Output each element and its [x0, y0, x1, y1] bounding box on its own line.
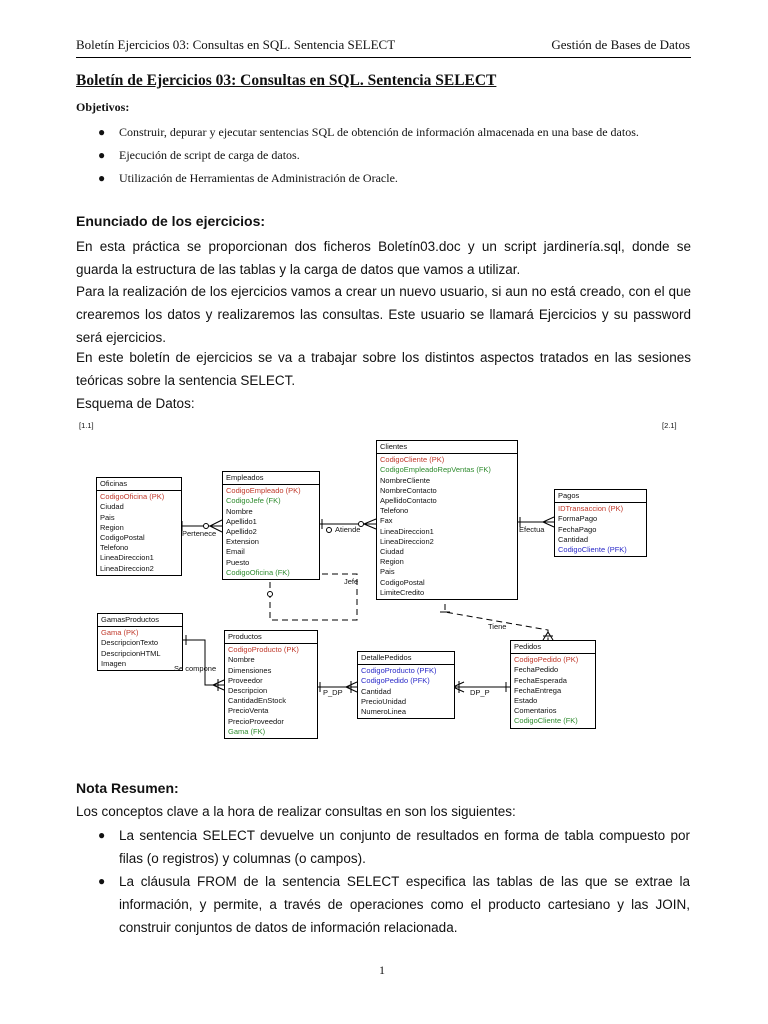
running-header-left: Boletín Ejercicios 03: Consultas en SQL. Sentencia SELECT: [76, 37, 396, 52]
schema-label: Esquema de Datos:: [76, 396, 195, 411]
summary-heading: Nota Resumen:: [76, 780, 179, 796]
entity-field: DescripcionHTML: [101, 648, 161, 658]
entity-field: Apellido2: [226, 527, 257, 537]
entity-field: Region: [380, 557, 404, 567]
entity-name: Productos: [225, 631, 317, 644]
entity-field: ApellidoContacto: [380, 496, 437, 506]
entity-field: Email: [226, 547, 245, 557]
entity-field: PrecioVenta: [228, 706, 269, 716]
entity-field: LineaDireccion2: [100, 563, 154, 573]
entity-field: FechaEntrega: [514, 685, 562, 695]
primary-foreign-key-field: CodigoCliente (PFK): [558, 545, 627, 555]
relation-label-efectua: Efectua: [519, 525, 545, 534]
entity-field: Ciudad: [380, 547, 404, 557]
document-title: Boletín de Ejercicios 03: Consultas en SQL. Sentencia SELECT: [76, 72, 497, 89]
entity-field: Dimensiones: [228, 665, 272, 675]
entity-field: NombreCliente: [380, 475, 431, 485]
entity-clientes: [376, 440, 518, 600]
entity-name: DetallePedidos: [358, 652, 454, 665]
entity-field: CantidadEnStock: [228, 696, 286, 706]
relation-label-jefe: Jefe: [344, 577, 359, 586]
entity-detalle-pedidos: [357, 651, 455, 719]
entity-field: Apellido1: [226, 516, 257, 526]
entity-field: Proveedor: [228, 675, 263, 685]
entity-field: FechaEsperada: [514, 675, 567, 685]
entity-field: FechaPago: [558, 524, 597, 534]
primary-foreign-key-field: CodigoPedido (PFK): [361, 676, 430, 686]
entity-field: NumeroLinea: [361, 707, 407, 717]
entity-field: Puesto: [226, 557, 250, 567]
relation-label-se-compone: Se compone: [174, 664, 217, 673]
primary-key-field: CodigoEmpleado (PK): [226, 486, 301, 496]
entity-field: LimiteCredito: [380, 587, 425, 597]
entity-field: FormaPago: [558, 514, 598, 524]
foreign-key-field: Gama (FK): [228, 726, 266, 736]
statement-paragraph-2: Para la realización de los ejercicios vamos a crear un nuevo usuario, si aun no está creado, con el que crearemos los datos y realizaremos las consultas. Este usuario se llamará Ejercicios y su password será ejercicios.: [76, 284, 691, 345]
objective-item: ● Construir, depurar y ejecutar sentencias SQL de obtención de información almacenada en una base de datos.: [98, 125, 639, 139]
relation-label-dp-p: DP_P: [470, 688, 490, 697]
entity-field: Comentarios: [514, 706, 557, 716]
relation-label-p-dp: P_DP: [323, 688, 343, 697]
primary-key-field: IDTransaccion (PK): [558, 504, 624, 514]
entity-field: Nombre: [228, 655, 255, 665]
entity-field: Pais: [100, 512, 115, 522]
entity-field: Cantidad: [361, 686, 392, 696]
primary-key-field: CodigoCliente (PK): [380, 455, 445, 465]
entity-field: Pais: [380, 567, 395, 577]
entity-field: NombreContacto: [380, 485, 437, 495]
running-header-right: Gestión de Bases de Datos: [551, 37, 690, 52]
entity-gamas-productos: [97, 613, 183, 671]
foreign-key-field: CodigoEmpleadoRepVentas (FK): [380, 465, 491, 475]
entity-pagos: [554, 489, 647, 557]
entity-field: Telefono: [380, 506, 409, 516]
entity-field: Nombre: [226, 506, 253, 516]
entity-field: Cantidad: [558, 534, 589, 544]
primary-key-field: CodigoPedido (PK): [514, 655, 579, 665]
entity-name: Oficinas: [97, 478, 181, 491]
entity-field: Descripcion: [228, 686, 268, 696]
objective-item: ● Utilización de Herramientas de Administración de Oracle.: [98, 171, 398, 185]
summary-intro: Los conceptos clave a la hora de realizar consultas en son los siguientes:: [76, 804, 516, 819]
entity-field: Region: [100, 522, 124, 532]
entity-productos: [224, 630, 318, 739]
entity-field: Telefono: [100, 543, 129, 553]
entity-name: Pedidos: [511, 641, 595, 654]
objectives-heading: Objetivos:: [76, 100, 130, 114]
summary-item: ● La sentencia SELECT devuelve un conjunto de resultados en forma de tabla compuesto por filas (o registros) y columnas (o campos).: [98, 828, 690, 866]
entity-field: Extension: [226, 537, 259, 547]
entity-pedidos: [510, 640, 596, 729]
entity-field: PrecioProveedor: [228, 716, 284, 726]
statement-paragraph-1: En esta práctica se proporcionan dos ficheros Boletín03.doc y un script jardinería.sql, donde se guarda la estructura de las tablas y la carga de datos que vamos a utilizar.: [76, 239, 691, 277]
statement-heading: Enunciado de los ejercicios:: [76, 213, 266, 229]
entity-field: CodigoPostal: [100, 533, 145, 543]
entity-field: Ciudad: [100, 502, 124, 512]
entity-name: Pagos: [555, 490, 646, 503]
entity-field: Fax: [380, 516, 393, 526]
entity-field: LineaDireccion1: [100, 553, 154, 563]
entity-field: CodigoPostal: [380, 577, 425, 587]
entity-field: PrecioUnidad: [361, 696, 407, 706]
entity-field: DescripcionTexto: [101, 638, 159, 648]
primary-foreign-key-field: CodigoProducto (PFK): [361, 666, 437, 676]
foreign-key-field: CodigoJefe (FK): [226, 496, 281, 506]
entity-field: LineaDireccion1: [380, 526, 434, 536]
entity-oficinas: [96, 477, 182, 576]
entity-field: Imagen: [101, 658, 127, 668]
relation-label-pertenece: Pertenece: [182, 529, 217, 538]
entity-empleados: [222, 471, 320, 580]
relation-label-tiene: Tiene: [488, 622, 507, 631]
relation-label-atiende: Atiende: [335, 525, 361, 534]
entity-name: Empleados: [223, 472, 319, 485]
primary-key-field: CodigoProducto (PK): [228, 645, 299, 655]
diagram-corner-left: [1.1]: [79, 421, 94, 430]
foreign-key-field: CodigoCliente (FK): [514, 716, 578, 726]
foreign-key-field: CodigoOficina (FK): [226, 567, 290, 577]
primary-key-field: Gama (PK): [101, 628, 139, 638]
statement-paragraph-3: En este boletín de ejercicios se va a trabajar sobre los distintos aspectos tratados en las sesiones teóricas sobre la sentencia SELECT.: [76, 350, 691, 388]
diagram-corner-right: [2.1]: [662, 421, 677, 430]
entity-field: FechaPedido: [514, 665, 559, 675]
entity-name: GamasProductos: [98, 614, 182, 627]
entity-field: LineaDireccion2: [380, 536, 434, 546]
primary-key-field: CodigoOficina (PK): [100, 492, 165, 502]
summary-item: ● La cláusula FROM de la sentencia SELECT especifica las tablas de las que se extrae la información, y permite, a través de operaciones como el producto cartesiano y las JOIN, construir conjuntos de datos de información relacionada.: [98, 874, 690, 935]
objective-item: ● Ejecución de script de carga de datos.: [98, 148, 300, 162]
entity-name: Clientes: [377, 441, 517, 454]
entity-field: Estado: [514, 696, 538, 706]
page-number: 1: [379, 963, 385, 977]
